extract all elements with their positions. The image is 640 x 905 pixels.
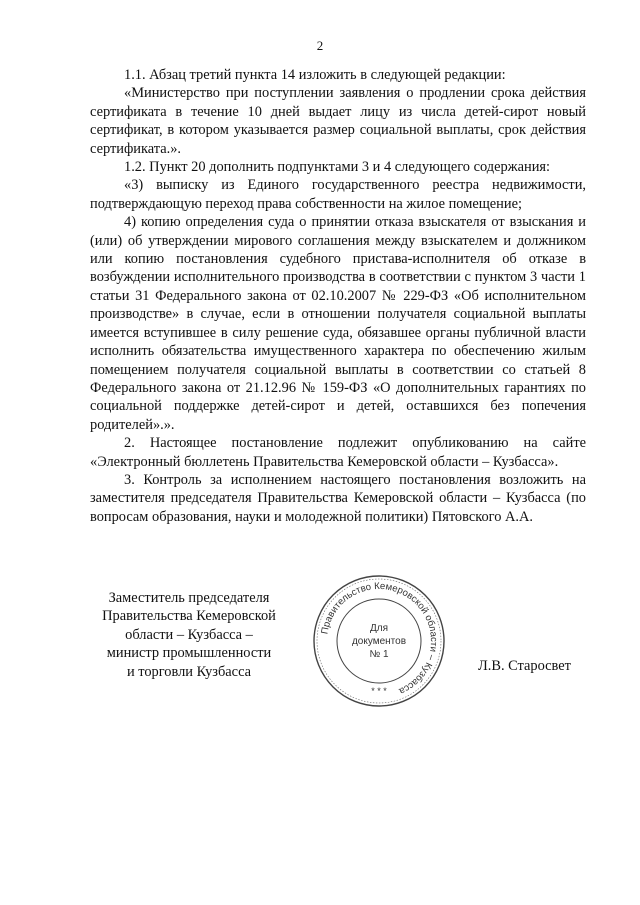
- paragraph-1-1: 1.1. Абзац третий пункта 14 изложить в следующей редакции:: [124, 67, 506, 83]
- page-number: 2: [316, 38, 324, 53]
- paragraph-1-2: 1.2. Пункт 20 дополнить подпунктами 3 и 4 следующего содержания:: [124, 159, 551, 176]
- position-line: и торговли Кузбасса: [126, 663, 252, 680]
- seal-stars: * * *: [371, 686, 387, 696]
- seal-center-line: Для: [369, 623, 389, 634]
- seal-center-line: № 1: [369, 649, 389, 660]
- position-line: области – Кузбасса –: [125, 626, 253, 643]
- paragraph-quote-14: «Министерство при поступлении заявления о продлении срока действия сертификата в течение 10 дней выдает лицу из числа детей-сирот новый сертификат, в котором указывается размер социальной выплаты, срок действия сертификата.».: [90, 85, 586, 157]
- paragraph-3: 3. Контроль за исполнением настоящего постановления возложить на заместителя председателя Правительства Кемеровской области – Кузбасса (по вопросам образования, науки и молодежной политики) Пятовского А.А.: [90, 471, 586, 525]
- official-seal: [311, 573, 447, 709]
- paragraph-subitem-3: «3) выписку из Единого государственного реестра недвижимости, подтверждающую переход права собственности на жилое помещение;: [90, 177, 586, 212]
- seal-ring-text: Правительство Кемеровской области – Кузбасса: [319, 580, 440, 697]
- position-line: Заместитель председателя: [108, 590, 270, 606]
- signatory-name: Л.В. Старосвет: [478, 658, 571, 674]
- document-body: [90, 66, 586, 526]
- seal-center-line: документов: [351, 636, 407, 647]
- signatory-position: [78, 589, 300, 681]
- paragraph-2: 2. Настоящее постановление подлежит опубликованию на сайте «Электронный бюллетень Правительства Кемеровской области – Кузбасса».: [90, 435, 586, 470]
- position-line: министр промышленности: [106, 645, 272, 662]
- position-line: Правительства Кемеровской: [102, 608, 276, 625]
- paragraph-subitem-4: 4) копию определения суда о принятии отказа взыскателя от взыскания и (или) об утверждении мирового соглашения между взыскателем и должником или копию постановления судебного пристава-исполнителя об отказе в возбуждении исполнительного производства в соответствии с пунктом 3 части 1 статьи 31 Федерального закона от 02.10.2007 № 229-ФЗ «Об исполнительном производстве» в случае, если в отношении получателя социальной выплаты имеется вступившее в силу решение суда, обязавшее органы публичной власти исполнить обязательства имущественного характера по обеспечению жилым помещением получателя социальной выплаты в соответствии со статьей 8 Федерального закона от 21.12.96 № 159-ФЗ «О дополнительных гарантиях по социальной поддержке детей-сирот и детей, оставшихся без попечения родителей».».: [90, 214, 586, 433]
